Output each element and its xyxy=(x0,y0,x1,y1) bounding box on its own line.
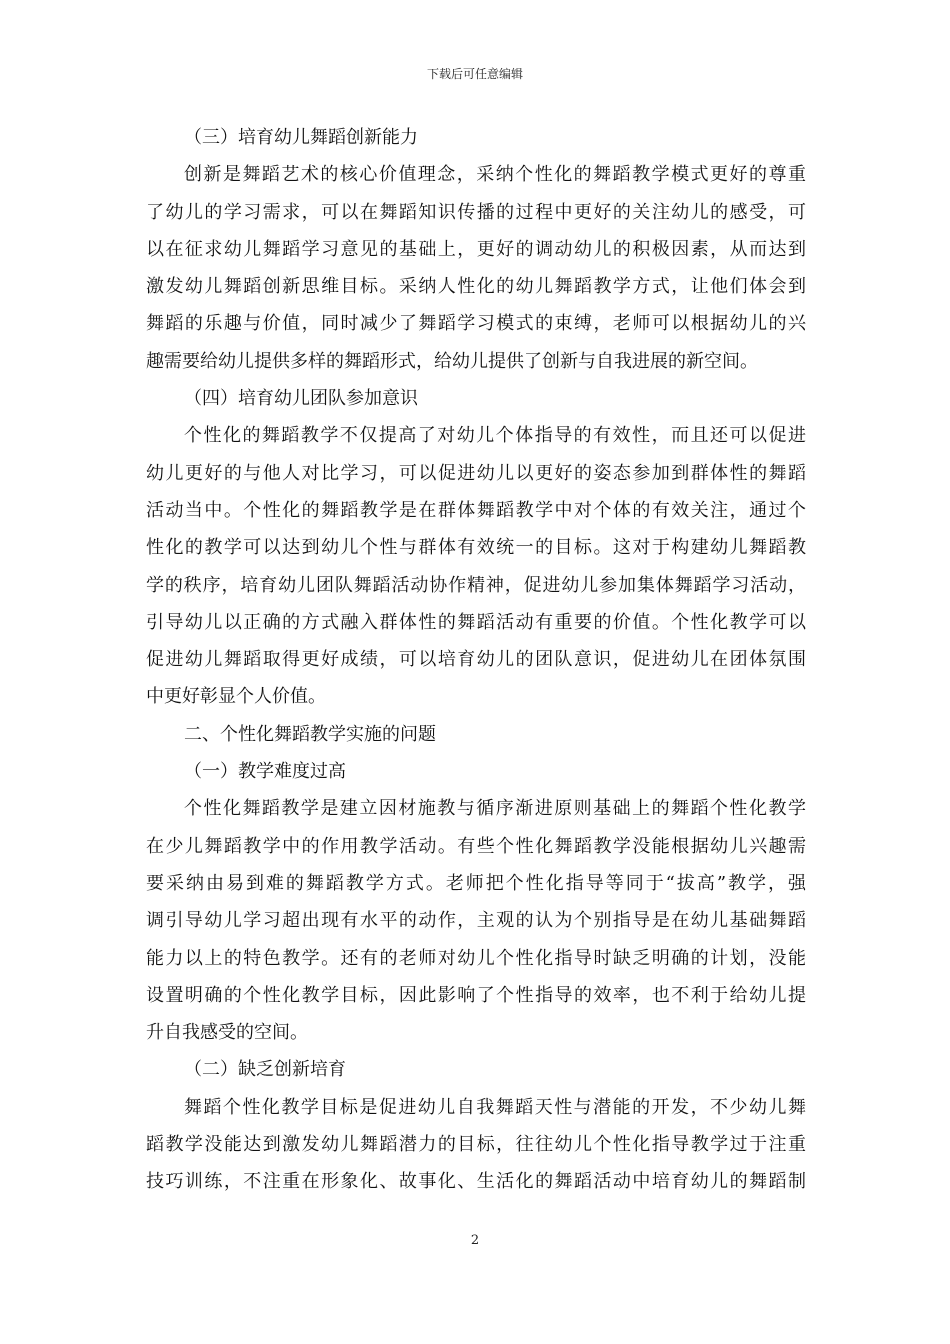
paragraph-line: 幼儿更好的与他人对比学习，可以促进幼儿以更好的姿态参加到群体性的舞蹈 xyxy=(146,462,806,484)
paragraph-line: 性化的教学可以达到幼儿个性与群体有效统一的目标。这对于构建幼儿舞蹈教 xyxy=(146,537,806,559)
paragraph-line: 中更好彰显个人价值。 xyxy=(146,686,326,708)
paragraph-line: 引导幼儿以正确的方式融入群体性的舞蹈活动有重要的价值。个性化教学可以 xyxy=(146,611,806,633)
paragraph-line: 升自我感受的空间。 xyxy=(146,1022,308,1044)
paragraph-line: 促进幼儿舞蹈取得更好成绩，可以培育幼儿的团队意识，促进幼儿在团体氛围 xyxy=(146,649,806,671)
page-header: 下载后可任意编辑 xyxy=(426,67,523,81)
paragraph-line: 调引导幼儿学习超出现有水平的动作，主观的认为个别指导是在幼儿基础舞蹈 xyxy=(146,910,806,932)
paragraph-line: 舞蹈个性化教学目标是促进幼儿自我舞蹈天性与潜能的开发，不少幼儿舞 xyxy=(184,1096,806,1118)
section-heading: （一）教学难度过高 xyxy=(184,761,346,783)
section-heading: （三）培育幼儿舞蹈创新能力 xyxy=(184,127,418,148)
page-number: 2 xyxy=(470,1233,480,1248)
paragraph-line: 活动当中。个性化的舞蹈教学是在群体舞蹈教学中对个体的有效关注，通过个 xyxy=(146,499,806,521)
paragraph-line: 以在征求幼儿舞蹈学习意见的基础上，更好的调动幼儿的积极因素，从而达到 xyxy=(146,238,806,260)
section-heading: （四）培育幼儿团队参加意识 xyxy=(184,388,418,410)
paragraph-line: 激发幼儿舞蹈创新思维目标。采纳人性化的幼儿舞蹈教学方式，让他们体会到 xyxy=(146,276,806,298)
paragraph-line: 创新是舞蹈艺术的核心价值理念，采纳个性化的舞蹈教学模式更好的尊重 xyxy=(184,164,806,186)
paragraph-line: 个性化的舞蹈教学不仅提高了对幼儿个体指导的有效性，而且还可以促进 xyxy=(184,425,806,447)
section-heading: （二）缺乏创新培育 xyxy=(184,1059,346,1081)
section-heading: 二、个性化舞蹈教学实施的问题 xyxy=(184,723,436,745)
paragraph-line: 学的秩序，培育幼儿团队舞蹈活动协作精神，促进幼儿参加集体舞蹈学习活动， xyxy=(146,574,806,596)
paragraph-line: 设置明确的个性化教学目标，因此影响了个性指导的效率，也不利于给幼儿提 xyxy=(146,984,806,1006)
paragraph-line: 能力以上的特色教学。还有的老师对幼儿个性化指导时缺乏明确的计划，没能 xyxy=(146,947,806,969)
paragraph-line: 要采纳由易到难的舞蹈教学方式。老师把个性化指导等同于“拔高”教学，强 xyxy=(146,872,806,894)
paragraph-line: 技巧训练，不注重在形象化、故事化、生活化的舞蹈活动中培育幼儿的舞蹈制 xyxy=(146,1171,806,1193)
paragraph-line: 舞蹈的乐趣与价值，同时减少了舞蹈学习模式的束缚，老师可以根据幼儿的兴 xyxy=(146,313,806,335)
paragraph-line: 蹈教学没能达到激发幼儿舞蹈潜力的目标，往往幼儿个性化指导教学过于注重 xyxy=(146,1134,806,1156)
paragraph-line: 趣需要给幼儿提供多样的舞蹈形式，给幼儿提供了创新与自我进展的新空间。 xyxy=(146,350,758,372)
paragraph-line: 在少儿舞蹈教学中的作用教学活动。有些个性化舞蹈教学没能根据幼儿兴趣需 xyxy=(146,835,806,857)
paragraph-line: 了幼儿的学习需求，可以在舞蹈知识传播的过程中更好的关注幼儿的感受，可 xyxy=(146,201,806,223)
document-body xyxy=(146,119,806,1201)
paragraph-line: 个性化舞蹈教学是建立因材施教与循序渐进原则基础上的舞蹈个性化教学 xyxy=(184,798,806,820)
